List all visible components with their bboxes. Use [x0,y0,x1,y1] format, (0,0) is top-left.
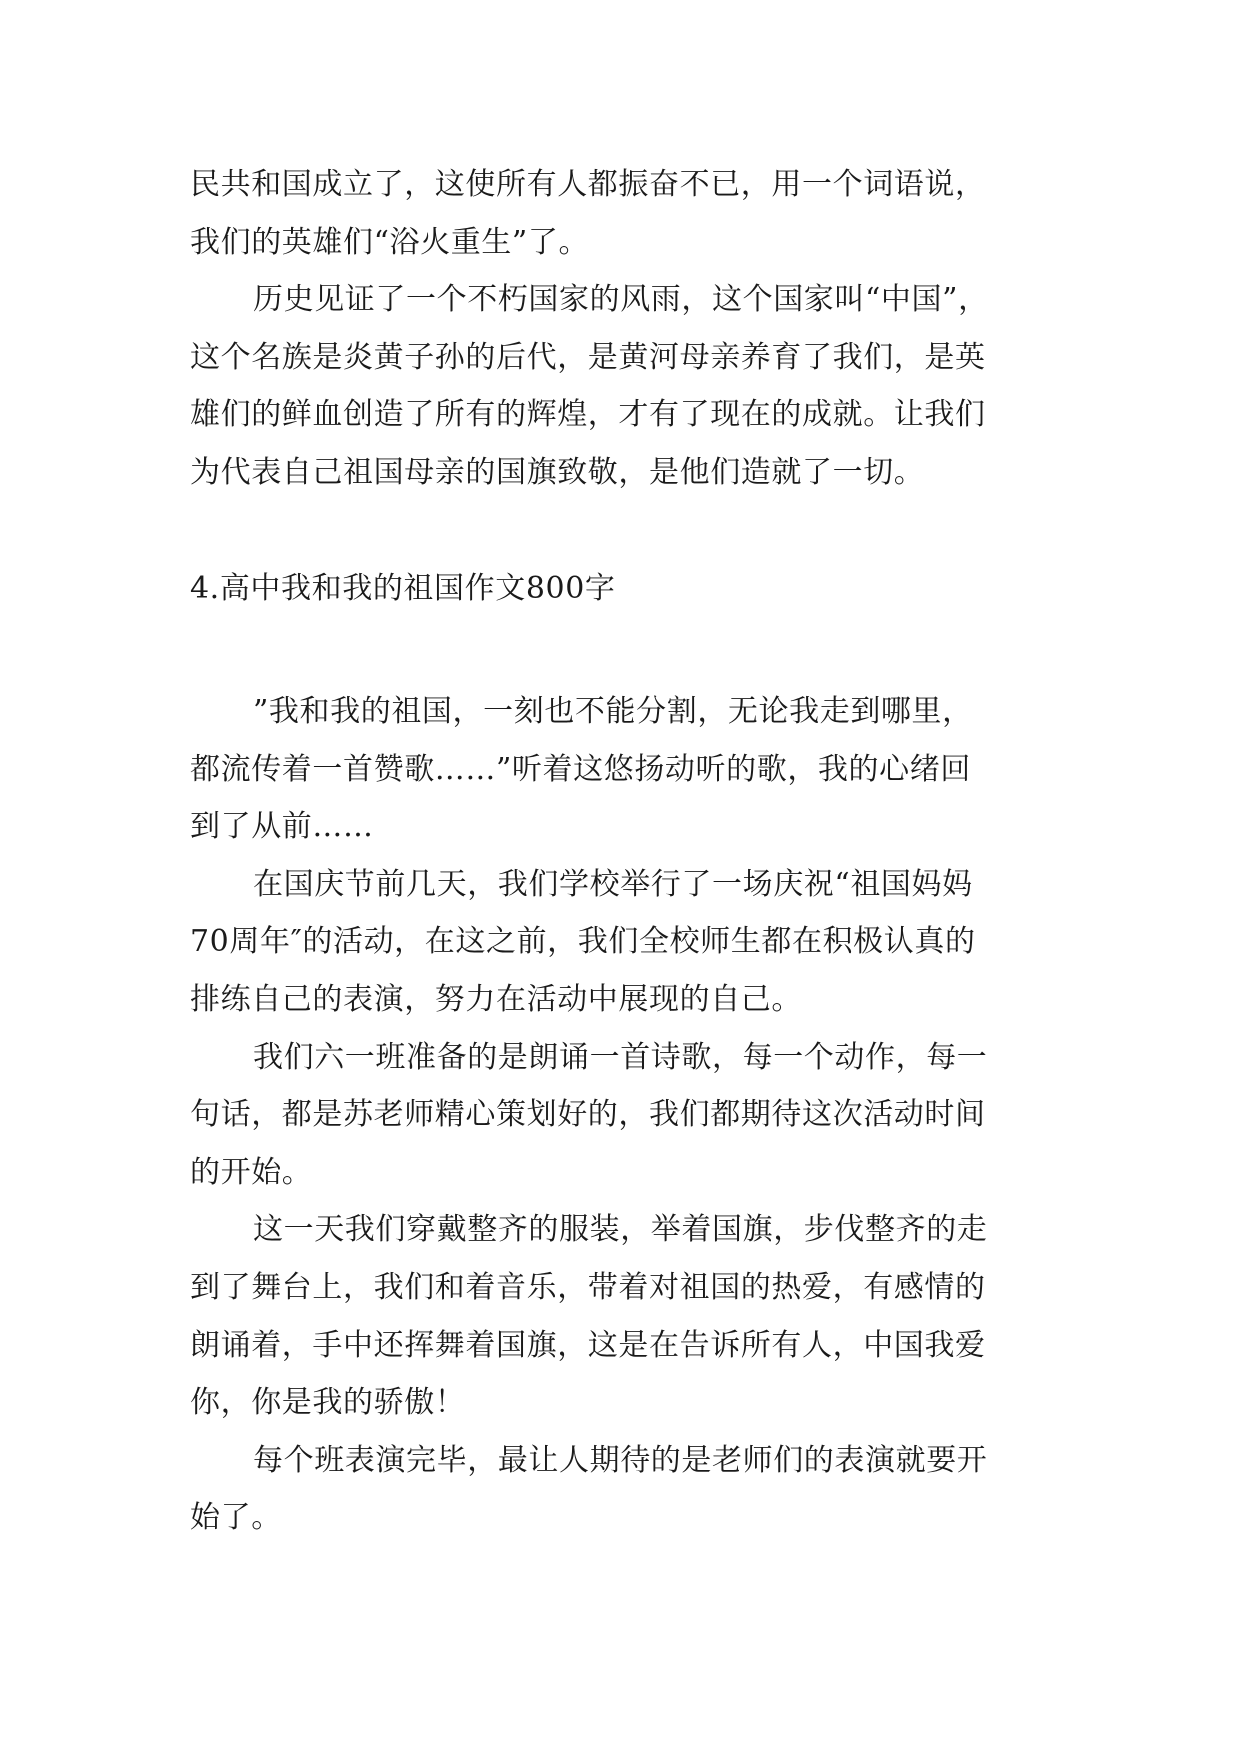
text-line: 每个班表演完毕，最让人期待的是老师们的表演就要开 [253,1442,988,1478]
text-line: 雄们的鲜血创造了所有的辉煌，才有了现在的成就。让我们 [190,397,986,433]
section-heading: 4.高中我和我的祖国作文800字 [190,571,616,606]
text-line: 你，你是我的骄傲！ [190,1385,466,1421]
text-line: 到了从前…… [190,809,374,845]
text-line: 我们六一班准备的是朗诵一首诗歌，每一个动作，每一 [253,1039,988,1075]
text-line: ”我和我的祖国，一刻也不能分割，无论我走到哪里， [253,694,973,729]
text-line: 句话，都是苏老师精心策划好的，我们都期待这次活动时间 [190,1097,986,1133]
text-line: 朗诵着，手中还挥舞着国旗，这是在告诉所有人，中国我爱 [190,1327,986,1363]
text-line: 排练自己的表演，努力在活动中展现的自己。 [190,981,802,1017]
text-line: 在国庆节前几天，我们学校举行了一场庆祝“祖国妈妈 [253,866,973,902]
text-line: 的开始。 [190,1154,313,1190]
text-line: 70周年″的活动，在这之前，我们全校师生都在积极认真的 [190,924,976,960]
text-line: 这一天我们穿戴整齐的服装，举着国旗，步伐整齐的走 [253,1212,988,1248]
text-line: 这个名族是炎黄子孙的后代，是黄河母亲养育了我们，是英 [190,339,986,375]
body-text-bottom [190,683,1052,1547]
body-text-top [190,156,1052,502]
text-line: 历史见证了一个不朽国家的风雨，这个国家叫“中国”， [253,282,989,318]
text-line: 到了舞台上，我们和着音乐，带着对祖国的热爱，有感情的 [190,1269,986,1305]
text-line: 为代表自己祖国母亲的国旗致敬，是他们造就了一切。 [190,454,925,490]
text-line: 始了。 [190,1500,282,1536]
text-line: 民共和国成立了，这使所有人都振奋不已，用一个词语说， [190,167,986,202]
text-line: 我们的英雄们“浴火重生”了。 [190,224,590,260]
text-line: 都流传着一首赞歌……”听着这悠扬动听的歌，我的心绪回 [190,751,971,787]
